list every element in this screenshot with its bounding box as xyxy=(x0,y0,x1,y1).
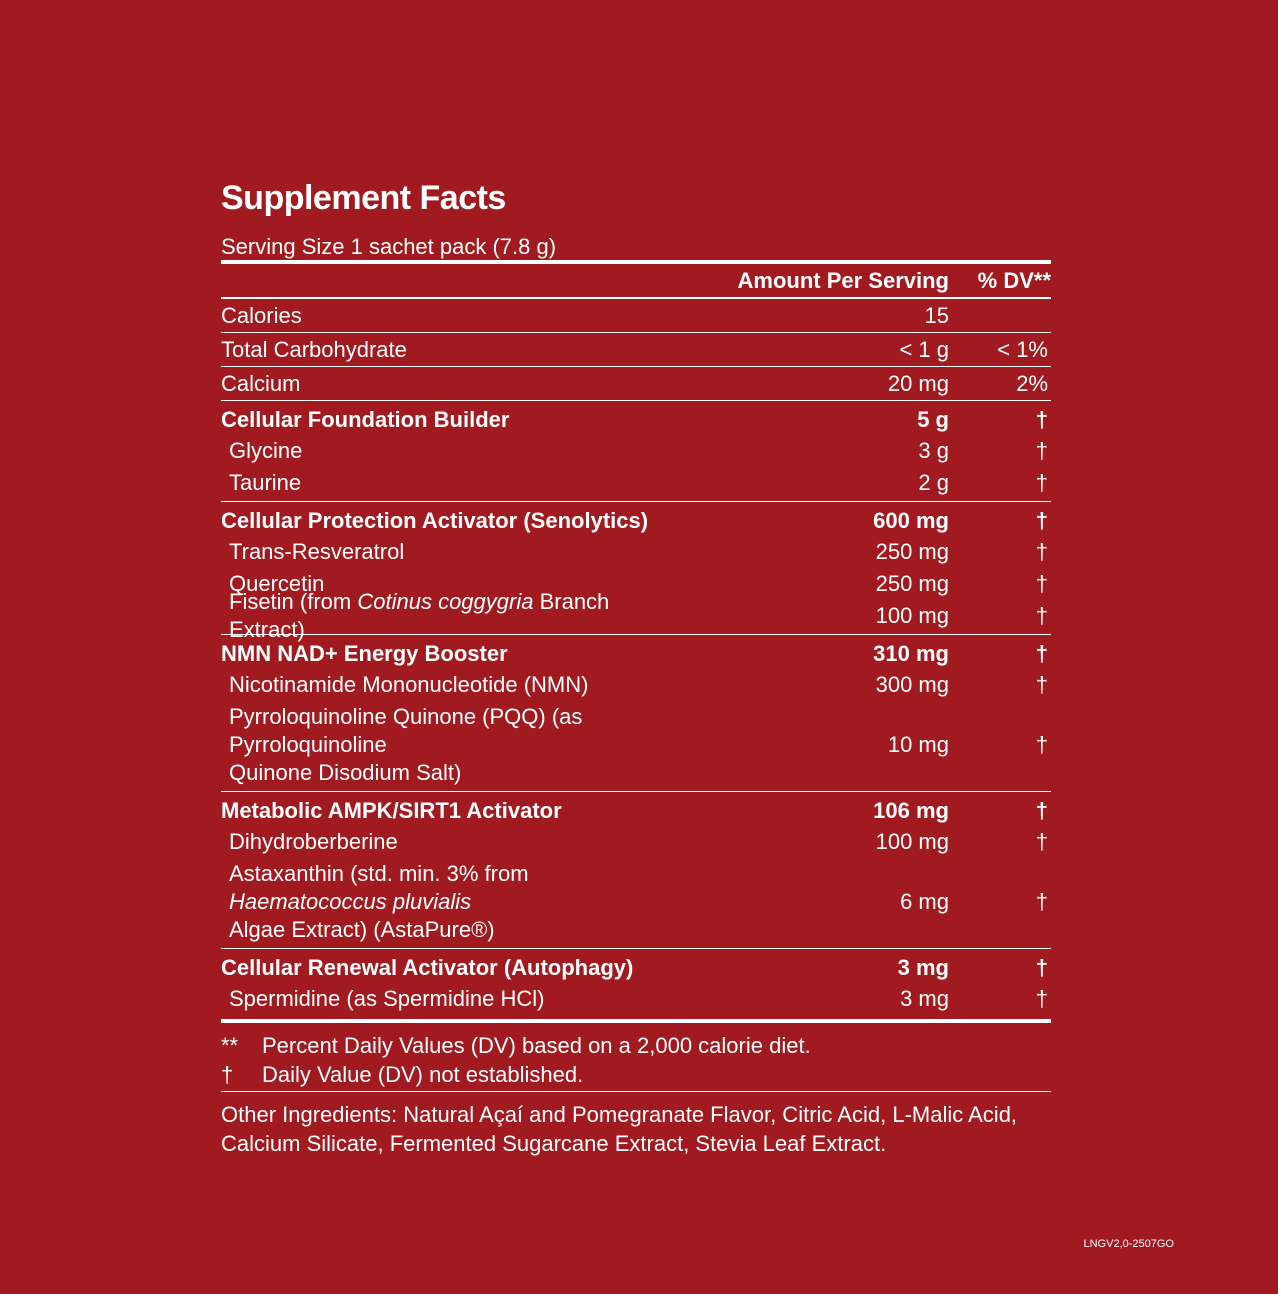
group-foundation-builder xyxy=(221,405,1051,502)
group-dv: † xyxy=(1035,955,1048,980)
nutrient-amount: < 1 g xyxy=(899,336,949,362)
nutrient-amount: 15 xyxy=(924,302,949,328)
ingredient-row xyxy=(221,589,1051,642)
group-amount: 3 mg xyxy=(897,955,949,980)
ingredient-dv: † xyxy=(1035,829,1048,854)
ingredient-row xyxy=(221,858,1051,946)
ingredient-amount: 3 mg xyxy=(900,986,949,1011)
group-dv: † xyxy=(1035,508,1048,533)
ingredient-amount: 10 mg xyxy=(887,732,949,757)
nutrient-dv: 2% xyxy=(1016,370,1048,396)
ingredient-name: Dihydroberberine xyxy=(229,829,398,854)
basic-nutrients xyxy=(221,299,1051,401)
ingredient-amount: 250 mg xyxy=(875,539,949,564)
ingredient-amount: 300 mg xyxy=(875,672,949,697)
group-name: Cellular Renewal Activator (Autophagy) xyxy=(221,955,634,980)
ingredient-name-line1: Pyrroloquinoline Quinone (PQQ) (as Pyrroloquinoline xyxy=(229,704,583,757)
ingredient-name: Glycine xyxy=(229,438,303,463)
nutrient-row-calcium xyxy=(221,367,1051,401)
ingredient-amount: 3 g xyxy=(918,438,949,463)
group-name: Metabolic AMPK/SIRT1 Activator xyxy=(221,798,562,823)
ingredient-row xyxy=(221,669,1051,701)
group-heading xyxy=(221,953,1051,983)
group-name: NMN NAD+ Energy Booster xyxy=(221,641,508,666)
ingredient-dv: † xyxy=(1035,438,1048,463)
group-amount: 5 g xyxy=(917,407,949,432)
ingredient-row xyxy=(221,701,1051,789)
header-dv: % DV** xyxy=(977,267,1051,293)
ingredient-amount: 6 mg xyxy=(900,889,949,914)
ingredient-amount: 100 mg xyxy=(875,829,949,854)
supplement-facts-panel xyxy=(221,178,1051,1158)
nutrient-name: Calcium xyxy=(221,370,301,396)
ingredient-name xyxy=(229,588,649,644)
ingredient-row xyxy=(221,467,1051,499)
serving-size: Serving Size 1 sachet pack (7.8 g) xyxy=(221,234,1051,264)
nutrient-row-calories xyxy=(221,299,1051,333)
ingredient-name: Taurine xyxy=(229,470,302,495)
ingredient-amount: 250 mg xyxy=(875,571,949,596)
ingredient-name: Trans-Resveratrol xyxy=(229,539,405,564)
group-dv: † xyxy=(1035,798,1048,823)
nutrient-amount: 20 mg xyxy=(887,370,949,396)
ingredient-dv: † xyxy=(1035,539,1048,564)
footnote-dv-not-established xyxy=(221,1060,1051,1089)
ingredient-name: Spermidine (as Spermidine HCl) xyxy=(229,986,545,1011)
ingredient-amount: 2 g xyxy=(918,470,949,495)
lot-code: LNGV2,0-2507GO xyxy=(1083,1238,1174,1250)
group-dv: † xyxy=(1035,641,1048,666)
ingredient-row xyxy=(221,435,1051,467)
group-amount: 106 mg xyxy=(873,798,949,823)
nutrient-name: Calories xyxy=(221,302,302,328)
group-amount: 310 mg xyxy=(873,641,949,666)
ingredient-name-line2: Quinone Disodium Salt) xyxy=(229,760,462,785)
ingredient-name-italic: Cotinus coggygria xyxy=(357,589,534,614)
group-metabolic-activator xyxy=(221,796,1051,949)
ingredient-row xyxy=(221,983,1051,1015)
other-ingredients: Other Ingredients: Natural Açaí and Pomegranate Flavor, Citric Acid, L-Malic Acid, Calcium Silicate, Fermented Sugarcane Extract, Stevia Leaf Extract. xyxy=(221,1102,1018,1156)
nutrient-row-carbohydrate xyxy=(221,333,1051,367)
footnote-symbol: ** xyxy=(221,1033,239,1058)
ingredient-name: Quercetin xyxy=(229,571,325,596)
footnote-text: Daily Value (DV) not established. xyxy=(262,1062,584,1087)
ingredient-row xyxy=(221,826,1051,858)
ingredient-dv: † xyxy=(1035,732,1048,757)
ingredient-dv: † xyxy=(1035,889,1048,914)
group-amount: 600 mg xyxy=(873,508,949,533)
ingredient-name: Nicotinamide Mononucleotide (NMN) xyxy=(229,672,589,697)
ingredient-dv: † xyxy=(1035,672,1048,697)
footnotes xyxy=(221,1031,1051,1092)
group-nmn-energy-booster xyxy=(221,639,1051,792)
nutrient-name: Total Carbohydrate xyxy=(221,336,407,362)
footnote-dv-basis xyxy=(221,1031,1051,1060)
group-heading xyxy=(221,506,1051,536)
panel-title: Supplement Facts xyxy=(221,179,506,217)
ingredient-name-pre: Astaxanthin (std. min. 3% from xyxy=(229,861,529,886)
column-header-row xyxy=(221,264,1051,299)
ingredient-dv: † xyxy=(1035,603,1048,628)
ingredient-name-pre: Fisetin (from xyxy=(229,589,358,614)
ingredient-amount: 100 mg xyxy=(875,603,949,628)
group-protection-activator xyxy=(221,506,1051,642)
header-amount: Amount Per Serving xyxy=(737,267,949,293)
group-name: Cellular Foundation Builder xyxy=(221,407,510,432)
group-name: Cellular Protection Activator (Senolytics) xyxy=(221,508,649,533)
ingredient-dv: † xyxy=(1035,986,1048,1011)
nutrient-dv: < 1% xyxy=(997,336,1048,362)
footnote-symbol: † xyxy=(221,1062,234,1087)
group-heading xyxy=(221,796,1051,826)
group-dv: † xyxy=(1035,407,1048,432)
footnote-text: Percent Daily Values (DV) based on a 2,000 calorie diet. xyxy=(262,1033,811,1058)
ingredient-dv: † xyxy=(1035,470,1048,495)
ingredient-row xyxy=(221,536,1051,568)
ingredient-name xyxy=(229,703,649,787)
group-heading xyxy=(221,405,1051,435)
ingredient-dv: † xyxy=(1035,571,1048,596)
ingredient-name-italic: Haematococcus pluvialis xyxy=(229,889,472,914)
ingredient-name xyxy=(229,860,649,944)
group-renewal-activator xyxy=(221,953,1051,1023)
ingredient-name-line2: Algae Extract) (AstaPure®) xyxy=(229,917,495,942)
ingredient-name-post: Branch Extract) xyxy=(229,589,610,642)
group-heading xyxy=(221,639,1051,669)
